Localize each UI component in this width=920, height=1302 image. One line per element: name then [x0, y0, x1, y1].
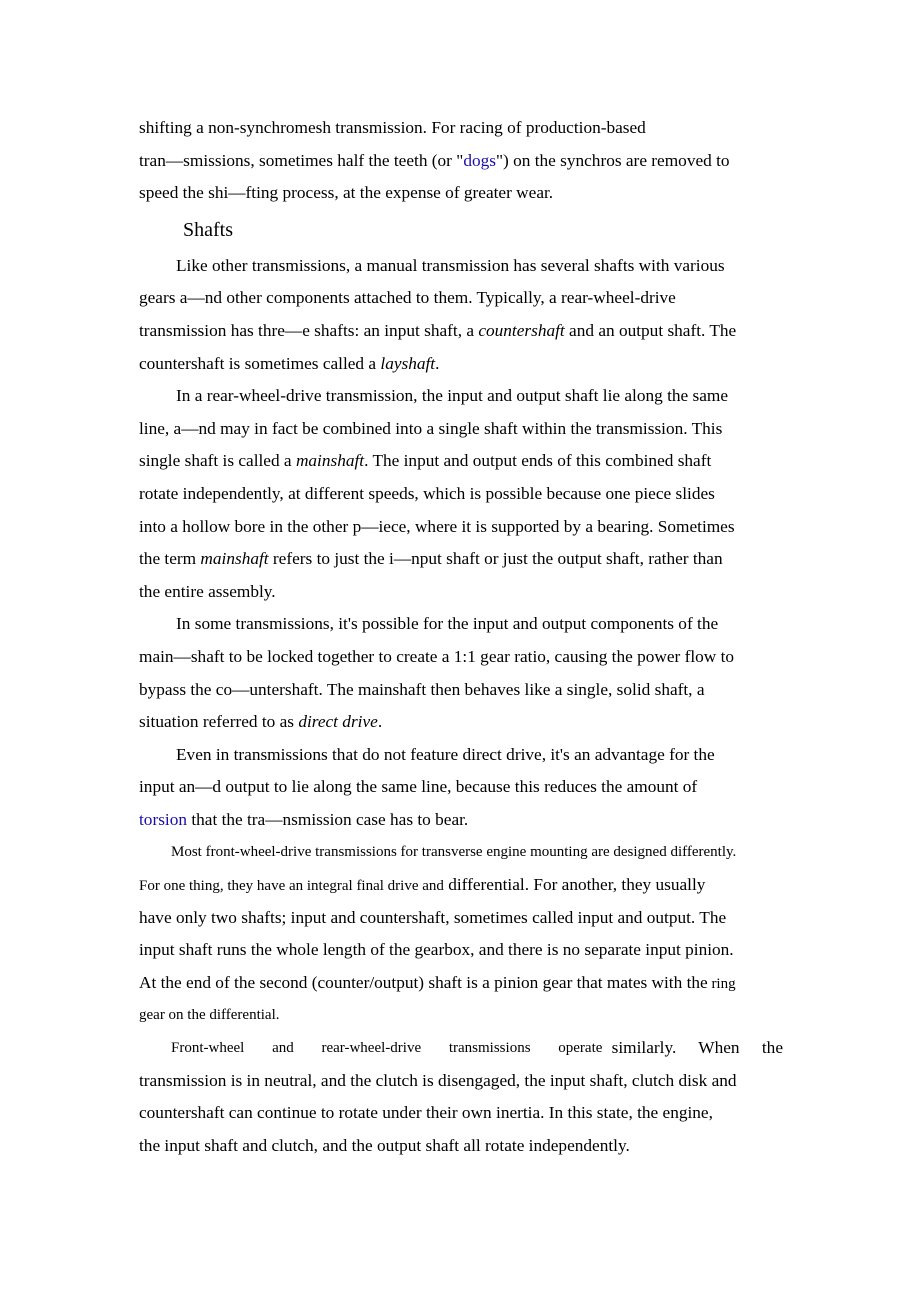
paragraph-shafts-intro: [139, 250, 783, 380]
text-line: have only two shafts; input and countershaft, sometimes called input and output. The: [139, 907, 727, 927]
text-line: countershaft is sometimes called a layshaft.: [139, 353, 440, 373]
text-line: In a rear-wheel-drive transmission, the input and output shaft lie along the same: [176, 386, 729, 406]
text-line: countershaft can continue to rotate under their own inertia. In this state, the engine,: [139, 1103, 713, 1123]
paragraph-direct-drive: [139, 608, 783, 738]
text-line: In some transmissions, it's possible for the input and output components of the: [176, 614, 719, 634]
text-line: situation referred to as direct drive.: [139, 712, 383, 732]
document-page: [139, 112, 783, 1162]
text-line: input an—d output to lie along the same line, because this reduces the amount of: [139, 777, 698, 797]
term-countershaft: countershaft: [478, 320, 565, 340]
torsion-link[interactable]: torsion: [139, 809, 188, 829]
term-mainshaft: mainshaft: [295, 451, 365, 471]
text-line: rotate independently, at different speeds, which is possible because one piece slides: [139, 483, 715, 503]
text-line: transmission is in neutral, and the clutch is disengaged, the input shaft, clutch disk and: [139, 1070, 737, 1090]
text-line: line, a—nd may in fact be combined into a single shaft within the transmission. This: [139, 418, 723, 438]
text-line: into a hollow bore in the other p—iece, where it is supported by a bearing. Sometimes: [139, 516, 735, 536]
text-line: speed the shi—fting process, at the expense of greater wear.: [139, 183, 554, 203]
term-mainshaft: mainshaft: [200, 549, 269, 569]
text-line: bypass the co—untershaft. The mainshaft then behaves like a single, solid shaft, a: [139, 679, 705, 699]
text-line: the input shaft and clutch, and the output shaft all rotate independently.: [139, 1135, 630, 1155]
dogs-link[interactable]: dogs: [463, 150, 496, 170]
text-line: single shaft is called a mainshaft. The input and output ends of this combined shaft: [139, 451, 712, 471]
text-line: transmission has thre—e shafts: an input shaft, a countershaft and an output shaft. The: [139, 320, 737, 340]
text-line: Most front-wheel-drive transmissions for transverse engine mounting are designed differently.: [171, 844, 737, 861]
text-line: main—shaft to be locked together to create a 1:1 gear ratio, causing the power flow to: [139, 646, 735, 666]
text-line: Front-wheel and rear-wheel-drive transmissions operate similarly. When the: [171, 1038, 783, 1058]
text-line: gear on the differential.: [139, 1007, 280, 1024]
text-line: At the end of the second (counter/output) shaft is a pinion gear that mates with the ring: [139, 972, 736, 992]
text-line: the term mainshaft refers to just the i—nput shaft or just the output shaft, rather than: [139, 549, 723, 569]
text-line: Like other transmissions, a manual transmission has several shafts with various: [176, 255, 725, 275]
text-line: Even in transmissions that do not feature direct drive, it's an advantage for the: [176, 744, 715, 764]
paragraph-neutral-operation: [139, 1032, 783, 1162]
term-direct-drive: direct drive: [298, 712, 378, 732]
paragraph-torsion: [139, 739, 783, 837]
text-line: the entire assembly.: [139, 581, 276, 601]
text-line: gears a—nd other components attached to them. Typically, a rear-wheel-drive: [139, 288, 676, 308]
text-line: input shaft runs the whole length of the gearbox, and there is no separate input pinion.: [139, 940, 734, 960]
term-layshaft: layshaft: [380, 353, 436, 373]
paragraph-front-wheel-drive: [139, 836, 783, 1032]
text-line: torsion that the tra—nsmission case has to bear.: [139, 809, 469, 829]
text-line: shifting a non-synchromesh transmission. For racing of production-based: [139, 118, 646, 137]
paragraph-synchro-continuation: [139, 112, 783, 210]
text-line: For one thing, they have an integral final drive and differential. For another, they usually: [139, 875, 706, 895]
paragraph-mainshaft: [139, 380, 783, 608]
section-heading-shafts: Shafts: [183, 218, 233, 241]
text-line: tran—smissions, sometimes half the teeth (or "dogs") on the synchros are removed to: [139, 150, 730, 170]
